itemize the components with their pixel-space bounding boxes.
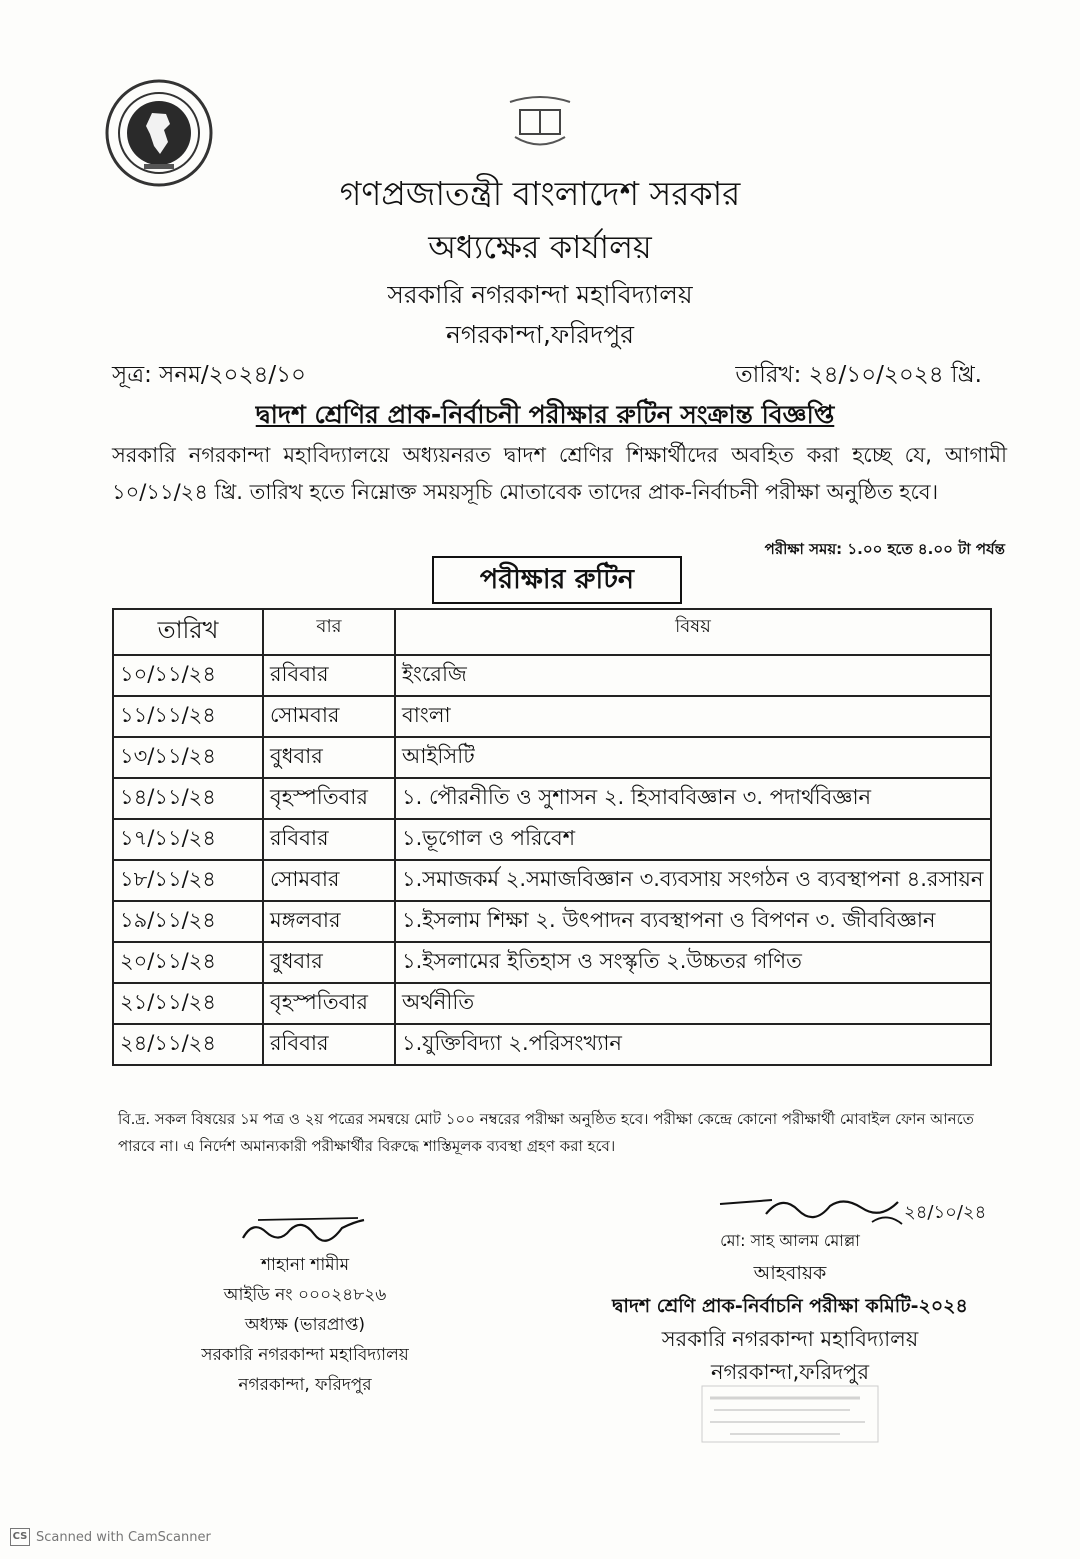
exam-time: পরীক্ষা সময়: ১.০০ হতে ৪.০০ টা পর্যন্ত	[764, 540, 1005, 558]
signatory-left-place: নগরকান্দা, ফরিদপুর	[238, 1375, 372, 1395]
header-date: তারিখ	[113, 609, 263, 655]
row-day: রবিবার	[263, 819, 395, 860]
table-row	[113, 983, 991, 1024]
table-row	[113, 737, 991, 778]
row-date: ২৪/১১/২৪	[113, 1024, 263, 1065]
table-row	[113, 942, 991, 983]
row-date: ১১/১১/২৪	[113, 696, 263, 737]
signatory-left-name: শাহানা শামীম	[260, 1255, 350, 1275]
office-title: অধ্যক্ষের কার্যালয়	[428, 228, 652, 266]
row-subject: ১.সমাজকর্ম ২.সমাজবিজ্ঞান ৩.ব্যবসায় সংগঠন ও ব্যবস্থাপনা ৪.রসায়ন	[395, 860, 991, 901]
row-subject: ১. পৌরনীতি ও সুশাসন ২. হিসাববিজ্ঞান ৩. পদার্থবিজ্ঞান	[395, 778, 991, 819]
row-day: বৃহস্পতিবার	[263, 778, 395, 819]
row-subject: ১.ইসলামের ইতিহাস ও সংস্কৃতি ২.উচ্চতর গণিত	[395, 942, 991, 983]
row-day: মঙ্গলবার	[263, 901, 395, 942]
row-day: বৃহস্পতিবার	[263, 983, 395, 1024]
signatory-left-designation: অধ্যক্ষ (ভারপ্রাপ্ত)	[244, 1315, 366, 1335]
row-subject: ১.যুক্তিবিদ্যা ২.পরিসংখ্যান	[395, 1024, 991, 1065]
row-date: ১০/১১/২৪	[113, 655, 263, 696]
signatory-right-name: মো: সাহ আলম মোল্লা	[720, 1231, 860, 1250]
table-row	[113, 901, 991, 942]
signatory-right	[580, 1224, 1000, 1389]
principal-signature	[238, 1212, 368, 1248]
camscanner-watermark	[10, 1528, 211, 1546]
row-subject: ১.ভূগোল ও পরিবেশ	[395, 819, 991, 860]
signatory-right-college: সরকারি নগরকান্দা মহাবিদ্যালয়	[661, 1327, 919, 1351]
signatory-right-place: নগরকান্দা,ফরিদপুর	[711, 1360, 869, 1384]
row-date: ১৭/১১/২৪	[113, 819, 263, 860]
row-date: ১৩/১১/২৪	[113, 737, 263, 778]
notice-date: তারিখ: ২৪/১০/২০২৪ খ্রি.	[735, 362, 982, 388]
row-day: রবিবার	[263, 1024, 395, 1065]
row-date: ১৮/১১/২৪	[113, 860, 263, 901]
routine-table	[112, 608, 992, 1066]
signatory-left	[180, 1250, 430, 1400]
row-day: বুধবার	[263, 942, 395, 983]
notice-subject: দ্বাদশ শ্রেণির প্রাক-নির্বাচনী পরীক্ষার রুটিন সংক্রান্ত বিজ্ঞপ্তি	[255, 400, 835, 429]
row-date: ২১/১১/২৪	[113, 983, 263, 1024]
table-row	[113, 819, 991, 860]
row-subject: অর্থনীতি	[395, 983, 991, 1024]
header-day: বার	[263, 609, 395, 655]
row-day: বুধবার	[263, 737, 395, 778]
table-row	[113, 655, 991, 696]
notice-note: বি.দ্র. সকল বিষয়ের ১ম পত্র ও ২য় পত্রের সমন্বয়ে মোট ১০০ নম্বরের পরীক্ষা অনুষ্ঠিত হবে। পরীক্ষা কেন্দ্রে কোনো পরীক্ষার্থী মোবাইল ফোন আনতে পারবে না। এ নির্দেশ অমান্যকারী পরীক্ষার্থীর বিরুদ্ধে শাস্তিমূলক ব্যবস্থা গ্রহণ করা হবে।	[118, 1110, 974, 1155]
table-row	[113, 778, 991, 819]
government-title: গণপ্রজাতন্ত্রী বাংলাদেশ সরকার	[339, 174, 741, 213]
table-row	[113, 860, 991, 901]
notice-body: সরকারি নগরকান্দা মহাবিদ্যালয়ে অধ্যয়নরত দ্বাদশ শ্রেণির শিক্ষার্থীদের অবহিত করা হচ্ছে যে, আগামী ১০/১১/২৪ খ্রি. তারিখ হতে নিম্নোক্ত সময়সূচি মোতাবেক তাদের প্রাক-নির্বাচনী পরীক্ষা অনুষ্ঠিত হবে।	[112, 443, 1007, 504]
row-subject: আইসিটি	[395, 737, 991, 778]
row-date: ১৪/১১/২৪	[113, 778, 263, 819]
convener-sign-date: ২৪/১০/২৪	[904, 1202, 987, 1223]
routine-title: পরীক্ষার রুটিন	[432, 556, 682, 604]
header-subject: বিষয়	[395, 609, 991, 655]
signatory-right-role: আহবায়ক	[753, 1262, 827, 1284]
faint-stamp	[700, 1384, 880, 1444]
row-date: ২০/১১/২৪	[113, 942, 263, 983]
signatory-left-id: আইডি নং ০০০২৪৮২৬	[223, 1285, 387, 1305]
table-header-row	[113, 609, 991, 655]
signatory-left-college: সরকারি নগরকান্দা মহাবিদ্যালয়	[201, 1345, 409, 1365]
row-subject: ইংরেজি	[395, 655, 991, 696]
signatory-right-committee: দ্বাদশ শ্রেণি প্রাক-নির্বাচনি পরীক্ষা কমিটি-২০২৪	[612, 1295, 968, 1317]
college-name: সরকারি নগরকান্দা মহাবিদ্যালয়	[387, 280, 693, 309]
camscanner-label: Scanned with CamScanner	[36, 1529, 211, 1545]
camscanner-icon: CS	[10, 1528, 30, 1546]
row-day: রবিবার	[263, 655, 395, 696]
row-date: ১৯/১১/২৪	[113, 901, 263, 942]
row-day: সোমবার	[263, 860, 395, 901]
row-subject: বাংলা	[395, 696, 991, 737]
reference-number: সূত্র: সনম/২০২৪/১০	[112, 362, 307, 388]
college-logo-icon	[500, 92, 580, 152]
table-row	[113, 696, 991, 737]
table-row	[113, 1024, 991, 1065]
college-address: নগরকান্দা,ফরিদপুর	[445, 320, 635, 349]
row-day: সোমবার	[263, 696, 395, 737]
row-subject: ১.ইসলাম শিক্ষা ২. উৎপাদন ব্যবস্থাপনা ও বিপণন ৩. জীববিজ্ঞান	[395, 901, 991, 942]
